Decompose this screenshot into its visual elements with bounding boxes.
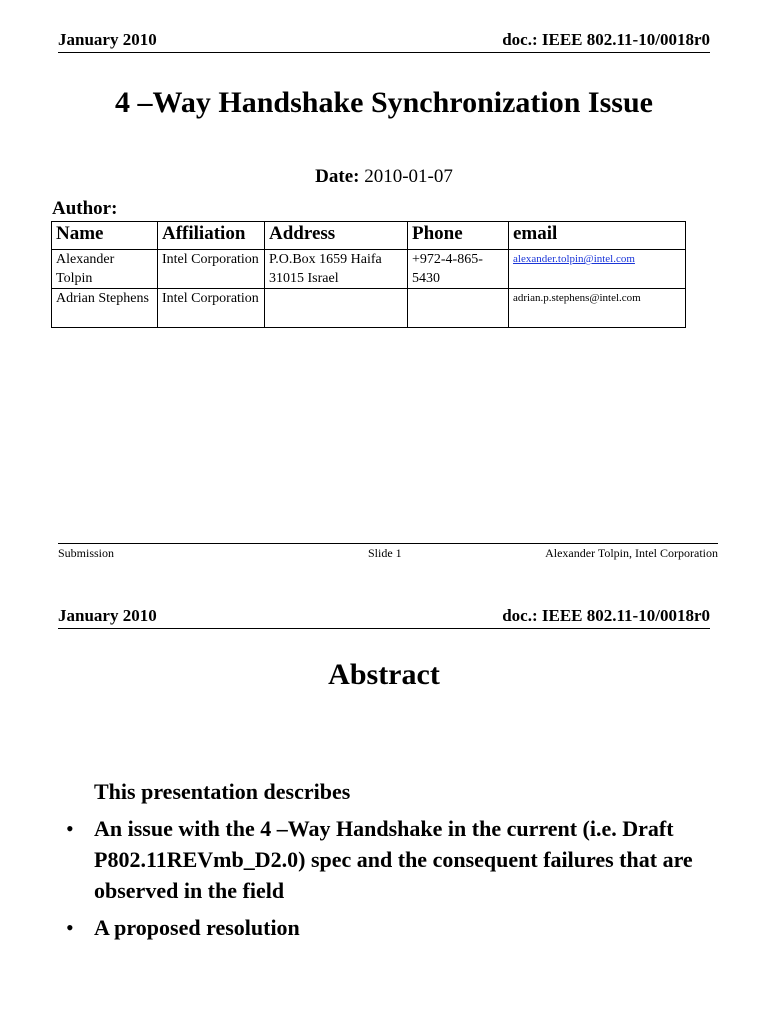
list-item	[66, 813, 746, 906]
cell-phone	[408, 289, 509, 328]
table-header-row	[52, 222, 686, 250]
cell-address: P.O.Box 1659 Haifa 31015 Israel	[265, 250, 408, 289]
bullet-list	[66, 813, 746, 943]
column-header-affiliation: Affiliation	[158, 222, 265, 250]
header-doc-id: doc.: IEEE 802.11-10/0018r0	[502, 606, 710, 625]
author-table	[51, 221, 686, 328]
slide-title: 4 –Way Handshake Synchronization Issue	[115, 86, 653, 119]
abstract-intro: This presentation describes	[94, 779, 351, 804]
date-line	[0, 166, 768, 188]
slide-header	[58, 606, 710, 629]
footer-slide-number: Slide 1	[368, 546, 402, 560]
cell-name: Adrian Stephens	[52, 289, 158, 328]
date-value: 2010-01-07	[364, 166, 453, 187]
author-label: Author:	[52, 198, 118, 219]
list-item	[66, 912, 746, 943]
cell-phone: +972-4-865-5430	[408, 250, 509, 289]
bullet-icon: •	[66, 915, 74, 940]
table-row	[52, 289, 686, 328]
footer-submission: Submission	[58, 546, 115, 560]
bullet-text: A proposed resolution	[94, 915, 300, 940]
column-header-address: Address	[265, 222, 408, 250]
column-header-name: Name	[52, 222, 158, 250]
date-label: Date:	[315, 166, 360, 187]
slide-footer	[58, 543, 718, 562]
column-header-email: email	[509, 222, 686, 250]
column-header-phone: Phone	[408, 222, 509, 250]
cell-email: adrian.p.stephens@intel.com	[509, 289, 686, 328]
email-link[interactable]: alexander.tolpin@intel.com	[513, 253, 635, 265]
slide-header	[58, 30, 710, 53]
header-doc-id: doc.: IEEE 802.11-10/0018r0	[502, 30, 710, 49]
cell-affiliation: Intel Corporation	[158, 289, 265, 328]
footer-author: Alexander Tolpin, Intel Corporation	[545, 546, 718, 560]
table-row	[52, 250, 686, 289]
slide-title: Abstract	[328, 658, 440, 691]
header-date: January 2010	[58, 30, 157, 49]
abstract-body	[66, 776, 746, 949]
bullet-icon: •	[66, 816, 74, 841]
cell-email	[509, 250, 686, 289]
bullet-text: An issue with the 4 –Way Handshake in the current (i.e. Draft P802.11REVmb_D2.0) spec and the consequent failures that are observed in the field	[94, 816, 693, 903]
slide-2	[0, 582, 768, 1024]
cell-affiliation: Intel Corporation	[158, 250, 265, 289]
cell-name: Alexander Tolpin	[52, 250, 158, 289]
cell-address	[265, 289, 408, 328]
header-date: January 2010	[58, 606, 157, 625]
